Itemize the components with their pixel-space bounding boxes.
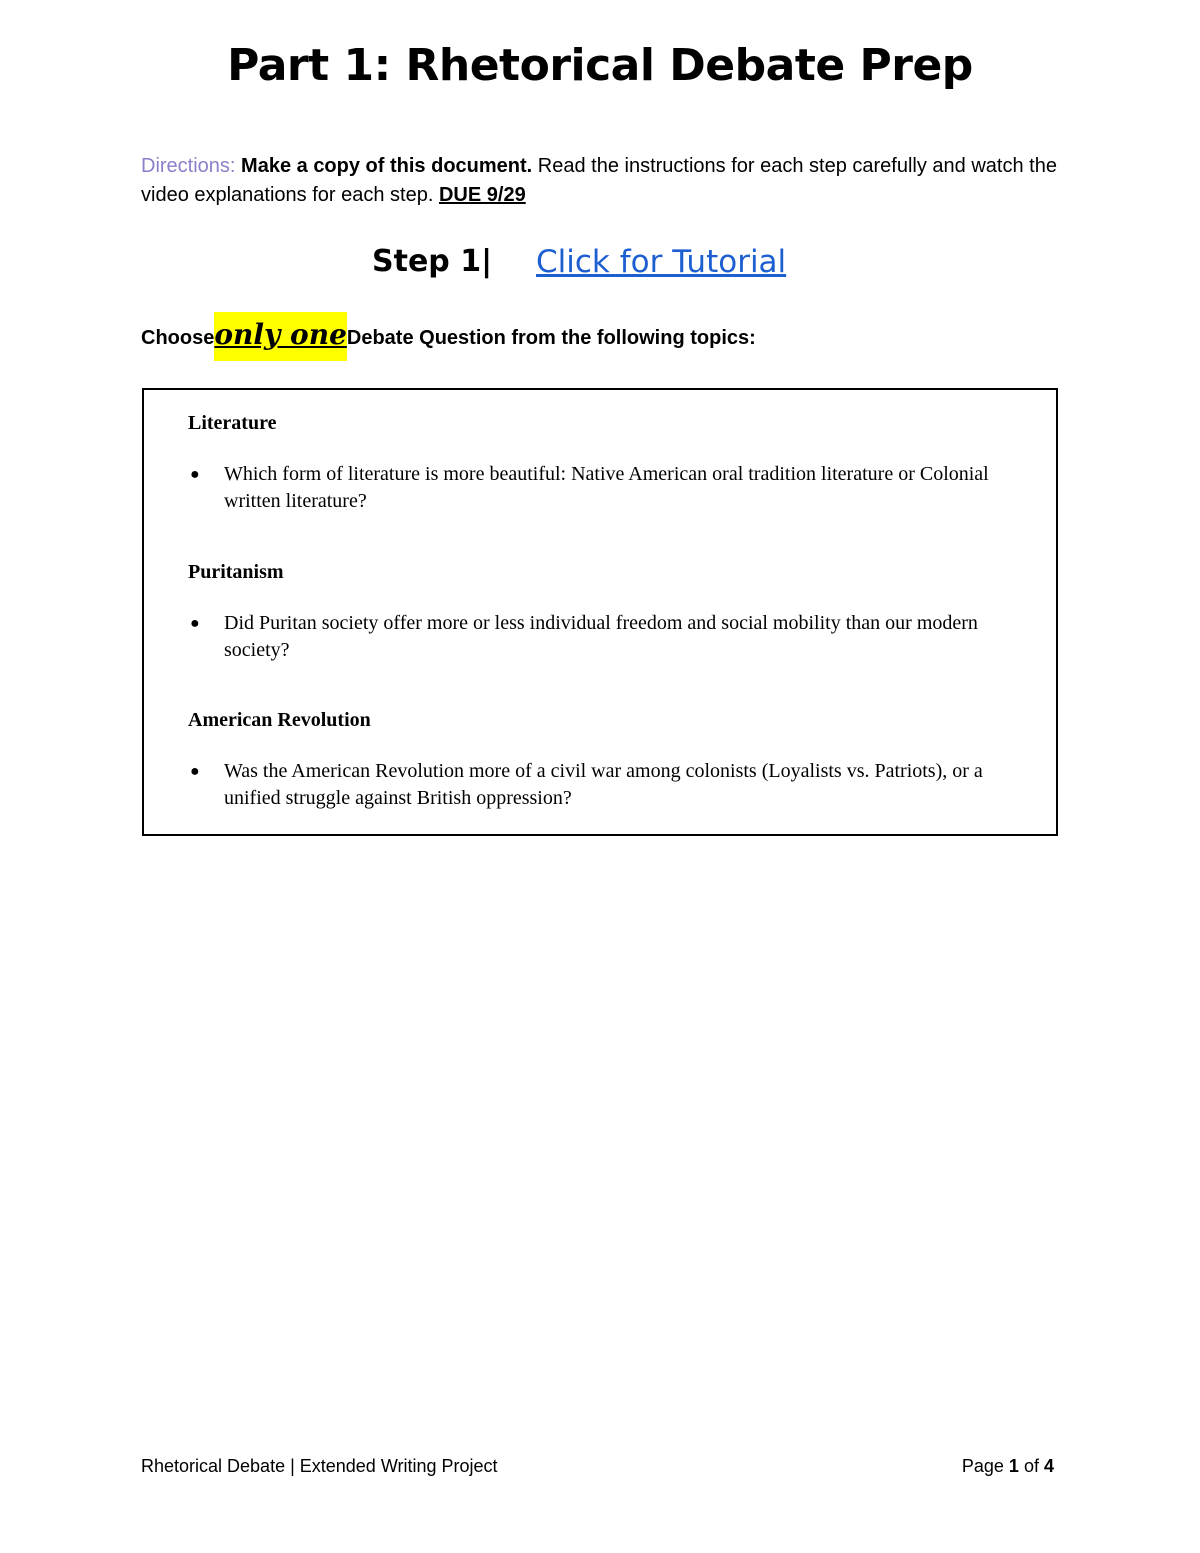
step-row [0,244,1200,294]
step-label: Step 1| [372,244,493,279]
topic-question-text: Which form of literature is more beautiful: Native American oral tradition literature or Colonial written literature? [224,463,989,512]
bullet-icon: ● [190,466,200,483]
directions-label: Directions: [141,155,236,177]
page-label: Page [961,1456,1004,1476]
topic-question-text: Was the American Revolution more of a civil war among colonists (Loyalists vs. Patriots), or a unified struggle against British oppression? [224,760,983,809]
topic-question-text: Did Puritan society offer more or less individual freedom and social mobility than our modern society? [224,611,978,661]
bullet-icon: ● [190,614,200,632]
topic-heading: American Revolution [188,709,371,731]
table-row [143,389,1057,537]
list-item [188,610,1036,664]
directions-paragraph [141,152,1061,210]
tutorial-link[interactable]: Click for Tutorial [536,244,787,280]
choose-before: Choose [141,327,215,349]
topic-heading: Literature [188,412,277,434]
choose-after: Debate Question from the following topics: [346,327,756,349]
page-total: 4 [1043,1456,1054,1476]
topic-heading: Puritanism [188,560,284,583]
topics-table [142,388,1058,836]
topic-cell-american-revolution [143,687,1057,835]
due-date: DUE 9/29 [438,184,526,206]
page-title: Part 1: Rhetorical Debate Prep [227,40,973,91]
of-label: of [1023,1456,1039,1476]
list-item [188,461,1036,515]
choose-instruction [141,318,756,351]
footer-left: Rhetorical Debate | Extended Writing Project [141,1456,498,1476]
table-row [143,687,1057,835]
page-number: 1 [1008,1456,1019,1476]
directions-bold-text: Make a copy of this document. [241,155,533,177]
topic-cell-literature [143,389,1057,537]
directions-text: Read the instructions for each step carefully and watch the video explanations for each step. [141,155,1057,206]
bullet-icon: ● [190,763,200,780]
choose-highlight: only one [214,312,347,361]
list-item [188,758,1036,812]
topic-cell-puritanism [143,537,1057,687]
table-row [143,537,1057,687]
page-indicator [962,1456,1054,1477]
